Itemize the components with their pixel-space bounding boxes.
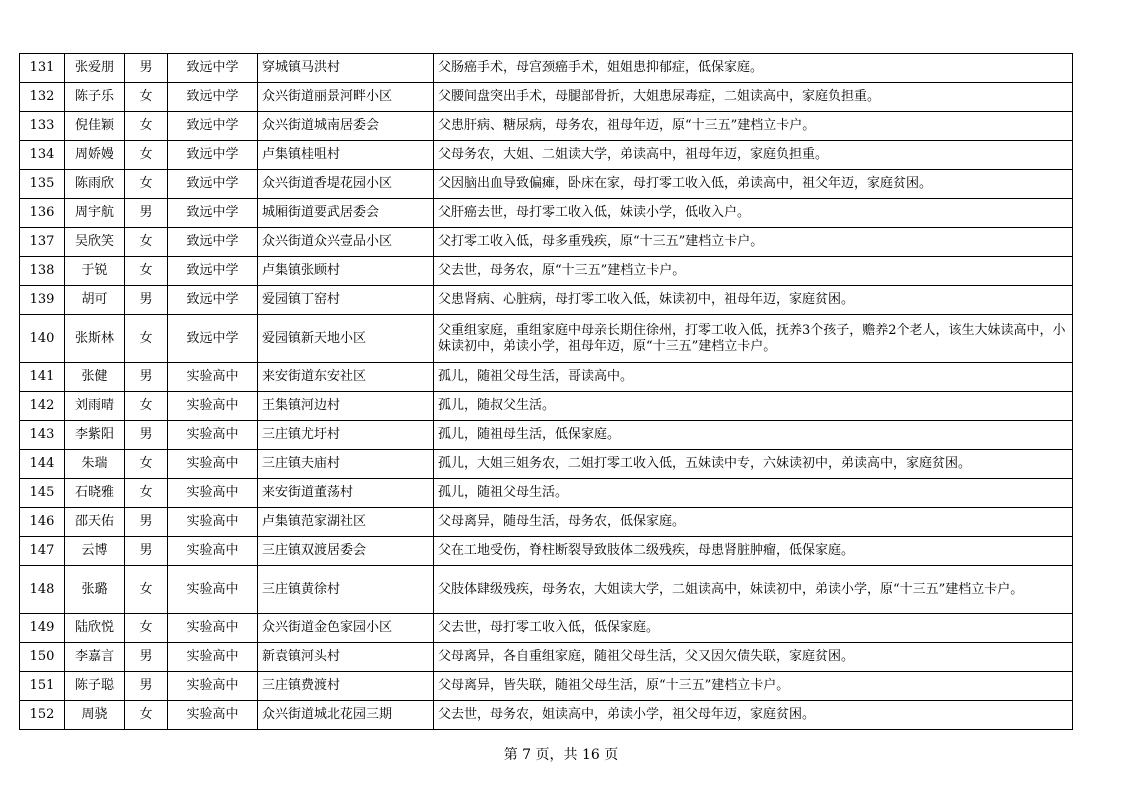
roster-body <box>20 54 1073 730</box>
home-address-cell: 卢集镇范家湖社区 <box>258 508 434 537</box>
family-situation-cell: 孤儿，随祖母生活，低保家庭。 <box>434 421 1073 450</box>
student-gender-cell: 男 <box>125 363 168 392</box>
table-row <box>20 392 1073 421</box>
row-number-cell: 138 <box>20 257 65 286</box>
student-name-cell: 云博 <box>65 537 125 566</box>
home-address-cell: 众兴街道丽景河畔小区 <box>258 83 434 112</box>
student-name-cell: 胡可 <box>65 286 125 315</box>
student-gender-cell: 女 <box>125 170 168 199</box>
row-number-cell: 139 <box>20 286 65 315</box>
table-row <box>20 112 1073 141</box>
student-gender-cell: 女 <box>125 112 168 141</box>
home-address-cell: 三庄镇黄徐村 <box>258 566 434 614</box>
school-name-cell: 致远中学 <box>168 112 258 141</box>
student-gender-cell: 男 <box>125 54 168 83</box>
row-number-cell: 140 <box>20 315 65 363</box>
family-situation-cell: 父去世，母务农，原“十三五”建档立卡户。 <box>434 257 1073 286</box>
home-address-cell: 三庄镇费渡村 <box>258 672 434 701</box>
row-number-cell: 143 <box>20 421 65 450</box>
family-situation-cell: 孤儿，随祖父母生活。 <box>434 479 1073 508</box>
home-address-cell: 爱园镇丁窑村 <box>258 286 434 315</box>
row-number-cell: 146 <box>20 508 65 537</box>
student-gender-cell: 女 <box>125 315 168 363</box>
table-row <box>20 701 1073 730</box>
family-situation-cell: 父患肝病、糖尿病，母务农，祖母年迈，原“十三五”建档立卡户。 <box>434 112 1073 141</box>
student-name-cell: 倪佳颖 <box>65 112 125 141</box>
student-gender-cell: 男 <box>125 537 168 566</box>
row-number-cell: 136 <box>20 199 65 228</box>
student-gender-cell: 男 <box>125 508 168 537</box>
row-number-cell: 152 <box>20 701 65 730</box>
student-gender-cell: 女 <box>125 257 168 286</box>
school-name-cell: 实验高中 <box>168 672 258 701</box>
row-number-cell: 133 <box>20 112 65 141</box>
student-name-cell: 朱瑞 <box>65 450 125 479</box>
table-row <box>20 363 1073 392</box>
student-gender-cell: 女 <box>125 141 168 170</box>
table-row <box>20 614 1073 643</box>
student-name-cell: 李嘉言 <box>65 643 125 672</box>
student-gender-cell: 女 <box>125 228 168 257</box>
row-number-cell: 149 <box>20 614 65 643</box>
student-gender-cell: 男 <box>125 421 168 450</box>
student-name-cell: 陈子乐 <box>65 83 125 112</box>
student-gender-cell: 男 <box>125 643 168 672</box>
home-address-cell: 三庄镇夫庙村 <box>258 450 434 479</box>
table-row <box>20 450 1073 479</box>
home-address-cell: 众兴街道城北花园三期 <box>258 701 434 730</box>
family-situation-cell: 父肝癌去世，母打零工收入低，妹读小学，低收入户。 <box>434 199 1073 228</box>
table-row <box>20 83 1073 112</box>
student-roster-table <box>19 53 1073 730</box>
table-row <box>20 643 1073 672</box>
school-name-cell: 实验高中 <box>168 643 258 672</box>
school-name-cell: 实验高中 <box>168 701 258 730</box>
family-situation-cell: 孤儿，随祖父母生活，哥读高中。 <box>434 363 1073 392</box>
home-address-cell: 王集镇河边村 <box>258 392 434 421</box>
family-situation-cell: 父因脑出血导致偏瘫，卧床在家，母打零工收入低，弟读高中，祖父年迈，家庭贫困。 <box>434 170 1073 199</box>
family-situation-cell: 父母离异，皆失联，随祖父母生活，原“十三五”建档立卡户。 <box>434 672 1073 701</box>
home-address-cell: 爱园镇新天地小区 <box>258 315 434 363</box>
student-gender-cell: 女 <box>125 392 168 421</box>
school-name-cell: 实验高中 <box>168 421 258 450</box>
table-row <box>20 54 1073 83</box>
school-name-cell: 致远中学 <box>168 141 258 170</box>
family-situation-cell: 父重组家庭，重组家庭中母亲长期住徐州，打零工收入低，抚养3个孩子，赡养2个老人，该生大妹读高中，小妹读初中，弟读小学，祖母年迈，原“十三五”建档立卡户。 <box>434 315 1073 363</box>
table-row <box>20 479 1073 508</box>
home-address-cell: 来安街道董荡村 <box>258 479 434 508</box>
school-name-cell: 实验高中 <box>168 479 258 508</box>
family-situation-cell: 父打零工收入低，母多重残疾，原“十三五”建档立卡户。 <box>434 228 1073 257</box>
school-name-cell: 致远中学 <box>168 54 258 83</box>
family-situation-cell: 父在工地受伤，脊柱断裂导致肢体二级残疾，母患肾脏肿瘤，低保家庭。 <box>434 537 1073 566</box>
row-number-cell: 151 <box>20 672 65 701</box>
student-gender-cell: 女 <box>125 450 168 479</box>
student-name-cell: 周宇航 <box>65 199 125 228</box>
student-name-cell: 石晓雅 <box>65 479 125 508</box>
table-row <box>20 537 1073 566</box>
home-address-cell: 众兴街道金色家园小区 <box>258 614 434 643</box>
school-name-cell: 实验高中 <box>168 508 258 537</box>
student-gender-cell: 男 <box>125 672 168 701</box>
student-name-cell: 张健 <box>65 363 125 392</box>
home-address-cell: 来安街道东安社区 <box>258 363 434 392</box>
family-situation-cell: 父母离异，各自重组家庭，随祖父母生活，父又因欠债失联，家庭贫困。 <box>434 643 1073 672</box>
table-row <box>20 199 1073 228</box>
student-gender-cell: 女 <box>125 83 168 112</box>
row-number-cell: 147 <box>20 537 65 566</box>
student-name-cell: 于锐 <box>65 257 125 286</box>
table-row <box>20 228 1073 257</box>
home-address-cell: 众兴街道香堤花园小区 <box>258 170 434 199</box>
table-row <box>20 508 1073 537</box>
student-name-cell: 邵天佑 <box>65 508 125 537</box>
row-number-cell: 135 <box>20 170 65 199</box>
home-address-cell: 三庄镇尤圩村 <box>258 421 434 450</box>
family-situation-cell: 孤儿，随叔父生活。 <box>434 392 1073 421</box>
row-number-cell: 134 <box>20 141 65 170</box>
student-name-cell: 陈子聪 <box>65 672 125 701</box>
table-row <box>20 566 1073 614</box>
school-name-cell: 致远中学 <box>168 83 258 112</box>
home-address-cell: 卢集镇桂咀村 <box>258 141 434 170</box>
student-name-cell: 张斯林 <box>65 315 125 363</box>
student-name-cell: 吴欣笑 <box>65 228 125 257</box>
home-address-cell: 三庄镇双渡居委会 <box>258 537 434 566</box>
student-name-cell: 陆欣悦 <box>65 614 125 643</box>
table-row <box>20 170 1073 199</box>
table-row <box>20 315 1073 363</box>
home-address-cell: 卢集镇张顾村 <box>258 257 434 286</box>
table-row <box>20 141 1073 170</box>
student-gender-cell: 女 <box>125 614 168 643</box>
home-address-cell: 众兴街道众兴壹品小区 <box>258 228 434 257</box>
family-situation-cell: 父患肾病、心脏病，母打零工收入低，妹读初中，祖母年迈，家庭贫困。 <box>434 286 1073 315</box>
school-name-cell: 实验高中 <box>168 363 258 392</box>
family-situation-cell: 孤儿，大姐三姐务农，二姐打零工收入低，五妹读中专，六妹读初中，弟读高中，家庭贫困。 <box>434 450 1073 479</box>
school-name-cell: 致远中学 <box>168 228 258 257</box>
family-situation-cell: 父肢体肆级残疾，母务农，大姐读大学，二姐读高中，妹读初中，弟读小学，原“十三五”建档立卡户。 <box>434 566 1073 614</box>
school-name-cell: 实验高中 <box>168 614 258 643</box>
page-number-footer: 第 7 页，共 16 页 <box>503 747 619 763</box>
family-situation-cell: 父去世，母务农，姐读高中，弟读小学，祖父母年迈，家庭贫困。 <box>434 701 1073 730</box>
school-name-cell: 实验高中 <box>168 537 258 566</box>
family-situation-cell: 父腰间盘突出手术，母腿部骨折，大姐患尿毒症，二姐读高中，家庭负担重。 <box>434 83 1073 112</box>
family-situation-cell: 父母务农，大姐、二姐读大学，弟读高中，祖母年迈，家庭负担重。 <box>434 141 1073 170</box>
family-situation-cell: 父去世，母打零工收入低，低保家庭。 <box>434 614 1073 643</box>
student-gender-cell: 男 <box>125 286 168 315</box>
school-name-cell: 致远中学 <box>168 199 258 228</box>
student-name-cell: 周骁 <box>65 701 125 730</box>
row-number-cell: 141 <box>20 363 65 392</box>
student-name-cell: 张爱朋 <box>65 54 125 83</box>
student-name-cell: 周娇嫚 <box>65 141 125 170</box>
school-name-cell: 实验高中 <box>168 392 258 421</box>
school-name-cell: 致远中学 <box>168 170 258 199</box>
school-name-cell: 实验高中 <box>168 450 258 479</box>
home-address-cell: 穿城镇马洪村 <box>258 54 434 83</box>
home-address-cell: 众兴街道城南居委会 <box>258 112 434 141</box>
family-situation-cell: 父肠癌手术，母宫颈癌手术，姐姐患抑郁症，低保家庭。 <box>434 54 1073 83</box>
row-number-cell: 132 <box>20 83 65 112</box>
school-name-cell: 致远中学 <box>168 315 258 363</box>
student-name-cell: 李紫阳 <box>65 421 125 450</box>
student-name-cell: 陈雨欣 <box>65 170 125 199</box>
student-gender-cell: 女 <box>125 701 168 730</box>
school-name-cell: 实验高中 <box>168 566 258 614</box>
home-address-cell: 新袁镇河头村 <box>258 643 434 672</box>
school-name-cell: 致远中学 <box>168 257 258 286</box>
row-number-cell: 145 <box>20 479 65 508</box>
school-name-cell: 致远中学 <box>168 286 258 315</box>
row-number-cell: 144 <box>20 450 65 479</box>
student-gender-cell: 男 <box>125 199 168 228</box>
row-number-cell: 150 <box>20 643 65 672</box>
student-gender-cell: 女 <box>125 479 168 508</box>
table-row <box>20 421 1073 450</box>
row-number-cell: 142 <box>20 392 65 421</box>
row-number-cell: 131 <box>20 54 65 83</box>
home-address-cell: 城厢街道要武居委会 <box>258 199 434 228</box>
table-row <box>20 286 1073 315</box>
row-number-cell: 148 <box>20 566 65 614</box>
row-number-cell: 137 <box>20 228 65 257</box>
family-situation-cell: 父母离异，随母生活，母务农，低保家庭。 <box>434 508 1073 537</box>
student-name-cell: 刘雨晴 <box>65 392 125 421</box>
student-name-cell: 张璐 <box>65 566 125 614</box>
table-row <box>20 257 1073 286</box>
student-gender-cell: 女 <box>125 566 168 614</box>
table-row <box>20 672 1073 701</box>
